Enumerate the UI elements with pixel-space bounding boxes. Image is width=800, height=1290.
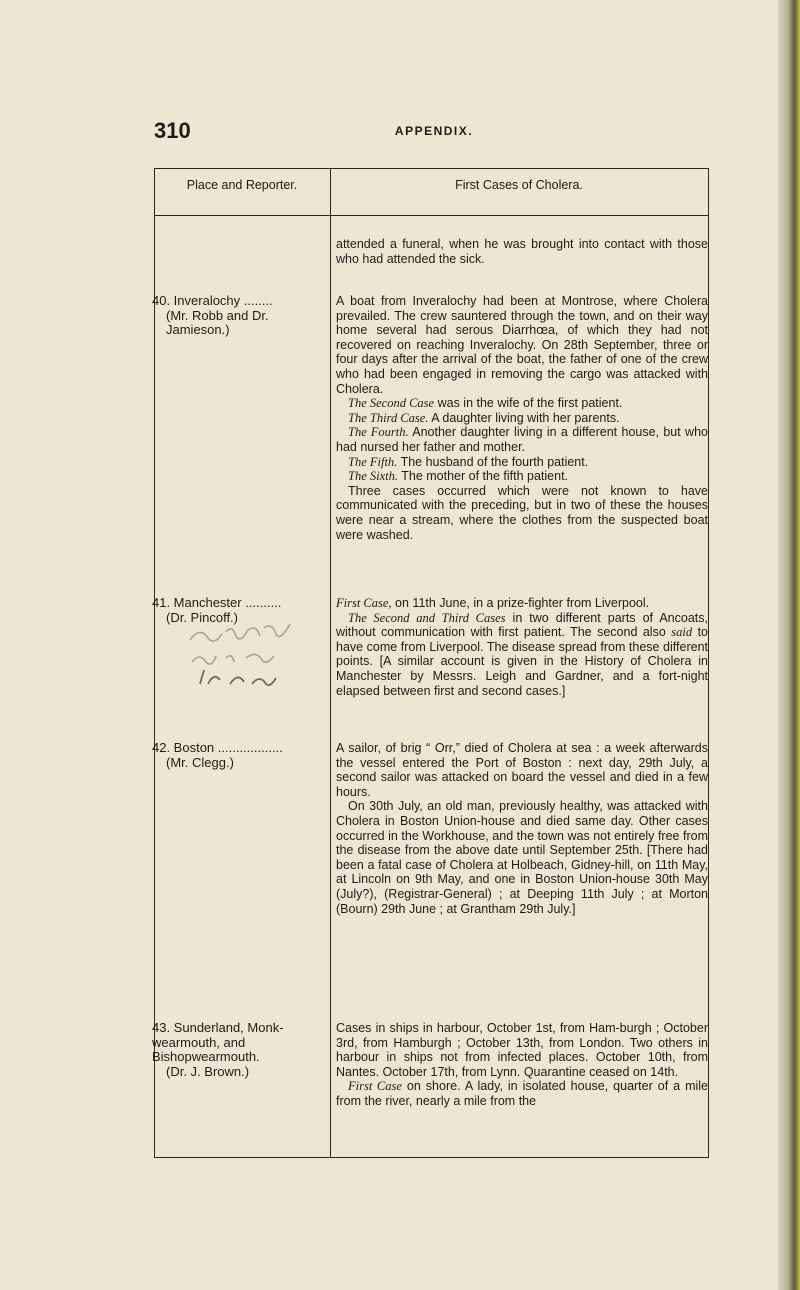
cases-42 — [336, 741, 708, 916]
case-label: The Fourth. — [348, 425, 409, 440]
case-paragraph — [336, 1079, 708, 1108]
case-text: on shore. A lady, in isolated house, quarter of a mile from the river, nearly a mile from the — [336, 1079, 708, 1108]
case-paragraph: A boat from Inveralochy had been at Montrose, where Cholera prevailed. The crew sauntered through the town, and on their way home several had serous Diarrhœa, of which they had not recovered on reaching Inveralochy. On 28th September, three or four days after the arrival of the boat, the father of one of the crew who had been engaged in removing the cargo was attacked with Cholera. — [336, 294, 708, 396]
column-header-cases: First Cases of Cholera. — [455, 178, 583, 192]
handwritten-annotation — [186, 618, 296, 688]
case-paragraph — [336, 396, 708, 411]
case-paragraph — [336, 596, 708, 611]
table-right-rule — [708, 168, 709, 1158]
place-name: 41. Manchester .......... — [152, 595, 282, 610]
case-paragraph: A sailor, of brig “ Orr,” died of Cholera at sea : a week afterwards the vessel entered the Port of Boston : next day, 29th July, a second sailor was attacked on board the vessel and died in a few hours. — [336, 741, 708, 799]
case-label: The Third Case. — [348, 410, 429, 425]
place-reporter-40 — [152, 294, 327, 338]
place-name: 43. Sunderland, Monk-wearmouth, and Bishopwearmouth. — [152, 1020, 284, 1064]
reporter-name: (Mr. Robb and Dr. Jamieson.) — [166, 307, 269, 337]
case-label: The Sixth. — [348, 469, 398, 484]
case-text: was in the wife of the first patient. — [437, 396, 623, 411]
continuation-text — [336, 237, 708, 266]
case-text: on 11th June, in a prize-fighter from Liverpool. — [395, 596, 650, 610]
case-label: The Second and Third Cases — [348, 610, 506, 625]
case-text: Another daughter living in a different house, but who had nursed her father and mother. — [336, 425, 708, 454]
page-number: 310 — [154, 118, 191, 143]
case-paragraph: On 30th July, an old man, previously healthy, was attacked with Cholera in Boston Union-house and died same day. Other cases occurred in the Workhouse, and the town was not entirely free from the disease from the above date until September 25th. [There had been a fatal case of Cholera at Holbeach, Gidney-hill, on 11th May, at Lincoln on 9th May, and one in Boston Union-house 30th May (July?), (Registrar-General) ; at Deeping 11th July ; at Morton (Bourn) 29th June ; at Grantham 29th July.] — [336, 799, 708, 916]
case-paragraph: Three cases occurred which were not known to have communicated with the preceding, but in two of these the houses were near a stream, where the clothes from the suspected boat were washed. — [336, 483, 708, 542]
table-bottom-rule — [154, 1157, 709, 1158]
reporter-name: (Dr. Pincoff.) — [166, 609, 239, 625]
place-reporter-43 — [152, 1021, 322, 1079]
case-paragraph — [336, 469, 708, 484]
case-text: The husband of the fourth patient. — [400, 454, 589, 469]
reporter-name: (Dr. J. Brown.) — [166, 1063, 250, 1079]
column-header-place: Place and Reporter. — [186, 178, 298, 192]
continuation-paragraph: attended a funeral, when he was brought into contact with those who had attended the sick. — [336, 237, 708, 266]
case-text: to have come from Liverpool. The disease spread from these different points. [A similar account is given in the History of Cholera in Manchester by Messrs. Leigh and Gardner, and a fort-night elapsed between first and second cases.] — [336, 625, 708, 698]
case-text: in two different parts of Ancoats, without communication with first patient. The second also — [336, 610, 708, 640]
case-label: The Fifth. — [348, 454, 398, 469]
page-edge — [778, 0, 800, 1290]
case-label: said — [671, 625, 693, 640]
case-label: The Second Case — [348, 396, 435, 411]
table-column-rule — [330, 168, 331, 1158]
case-paragraph — [336, 425, 708, 454]
running-head: APPENDIX. — [394, 124, 474, 138]
reporter-name: (Mr. Clegg.) — [166, 754, 234, 770]
cases-41 — [336, 596, 708, 698]
place-reporter-42 — [152, 741, 327, 770]
place-name: 42. Boston .................. — [152, 740, 283, 755]
place-name: 40. Inveralochy ........ — [152, 293, 273, 308]
case-paragraph — [336, 611, 708, 699]
table-top-rule — [154, 168, 709, 169]
case-paragraph — [336, 455, 708, 470]
cases-43 — [336, 1021, 708, 1109]
table-header-rule — [154, 215, 709, 216]
page-header — [154, 118, 714, 148]
case-label: First Case, — [336, 596, 392, 610]
cases-40 — [336, 294, 708, 542]
case-text: A daughter living with her parents. — [431, 410, 620, 425]
case-paragraph — [336, 411, 708, 426]
case-label: First Case — [348, 1079, 402, 1094]
case-text: The mother of the fifth patient. — [401, 469, 569, 484]
case-paragraph: Cases in ships in harbour, October 1st, from Ham-burgh ; October 3rd, from Hamburgh ; October 13th, from London. Two others in harbour in ships not from infected places. October 10th, from Nantes. October 17th, from Lynn. Quarantine ceased on 14th. — [336, 1021, 708, 1079]
